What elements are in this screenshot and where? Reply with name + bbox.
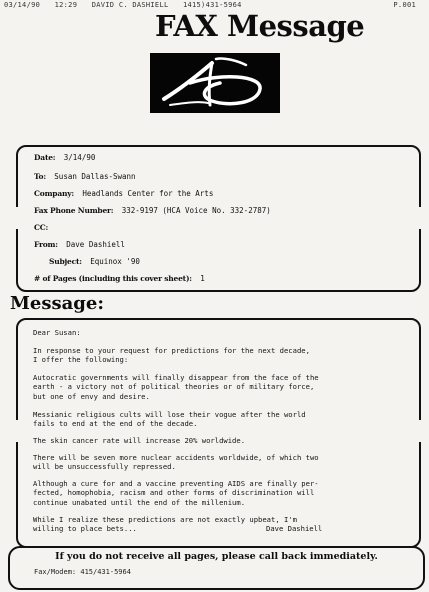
to-label: To: — [34, 172, 46, 181]
message-paragraph: While I realize these predictions are not exactly upbeat, I'm willing to place bets... — [33, 515, 297, 534]
fax-header-time: 12:29 — [54, 1, 78, 9]
fax-header-date: 03/14/90 — [4, 1, 41, 9]
company-label: Company: — [34, 189, 74, 198]
footer-fax-modem: Fax/Modem: 415/431-5964 — [34, 568, 131, 576]
message-paragraph: There will be seven more nuclear accidents worldwide, of which two will be unsuccessfully repressed. — [33, 453, 319, 472]
cc-label: CC: — [34, 223, 49, 232]
d-script-logo-icon — [150, 53, 280, 113]
message-paragraph: In response to your request for predictions for the next decade, I offer the following: — [33, 346, 310, 365]
subject-field — [49, 257, 140, 266]
fax-number-value: 332-9197 (HCA Voice No. 332-2787) — [121, 206, 271, 215]
date-label: Date: — [34, 153, 56, 162]
fax-header-page: P.001 — [393, 1, 416, 9]
subject-value: Equinox '90 — [90, 257, 140, 266]
footer-notice: If you do not receive all pages, please call back immediately. — [55, 551, 378, 562]
fax-number-field — [34, 206, 271, 215]
message-paragraph: Although a cure for and a vaccine preventing AIDS are finally per- fected, homophobia, racism and other forms of discrimination will continue unabated until the end of the millenium. — [33, 479, 319, 507]
from-value: Dave Dashiell — [66, 240, 125, 249]
message-signature: Dave Dashiell — [266, 524, 323, 533]
message-heading: Message: — [10, 293, 104, 314]
page-count-field — [34, 274, 205, 283]
footer-panel — [8, 546, 425, 590]
recipient-info-panel — [16, 145, 421, 292]
fax-header-sender: DAVID C. DASHIELL — [91, 1, 169, 9]
company-value: Headlands Center for the Arts — [82, 189, 214, 198]
company-field — [34, 189, 213, 198]
fax-header-line — [4, 1, 426, 9]
cc-field — [34, 223, 54, 232]
page-count-value: 1 — [200, 274, 205, 283]
fax-number-label: Fax Phone Number: — [34, 206, 114, 215]
page-title: FAX Message — [155, 9, 365, 43]
message-salutation: Dear Susan: — [33, 328, 81, 337]
message-paragraph: Autocratic governments will finally disappear from the face of the earth - a victory not of political theories or of military force, but one of envy and desire. — [33, 373, 319, 401]
message-paragraph: Messianic religious cults will lose their vogue after the world fails to end at the end of the decade. — [33, 410, 306, 429]
message-paragraph: The skin cancer rate will increase 20% worldwide. — [33, 436, 246, 445]
fax-header-phone: 1415)431-5964 — [183, 1, 242, 9]
to-field — [34, 172, 136, 181]
page-count-label: # of Pages (including this cover sheet): — [34, 274, 192, 283]
to-value: Susan Dallas-Swann — [54, 172, 136, 181]
date-value: 3/14/90 — [63, 153, 96, 162]
date-field — [34, 153, 95, 162]
from-label: From: — [34, 240, 58, 249]
from-field — [34, 240, 125, 249]
subject-label: Subject: — [49, 257, 82, 266]
